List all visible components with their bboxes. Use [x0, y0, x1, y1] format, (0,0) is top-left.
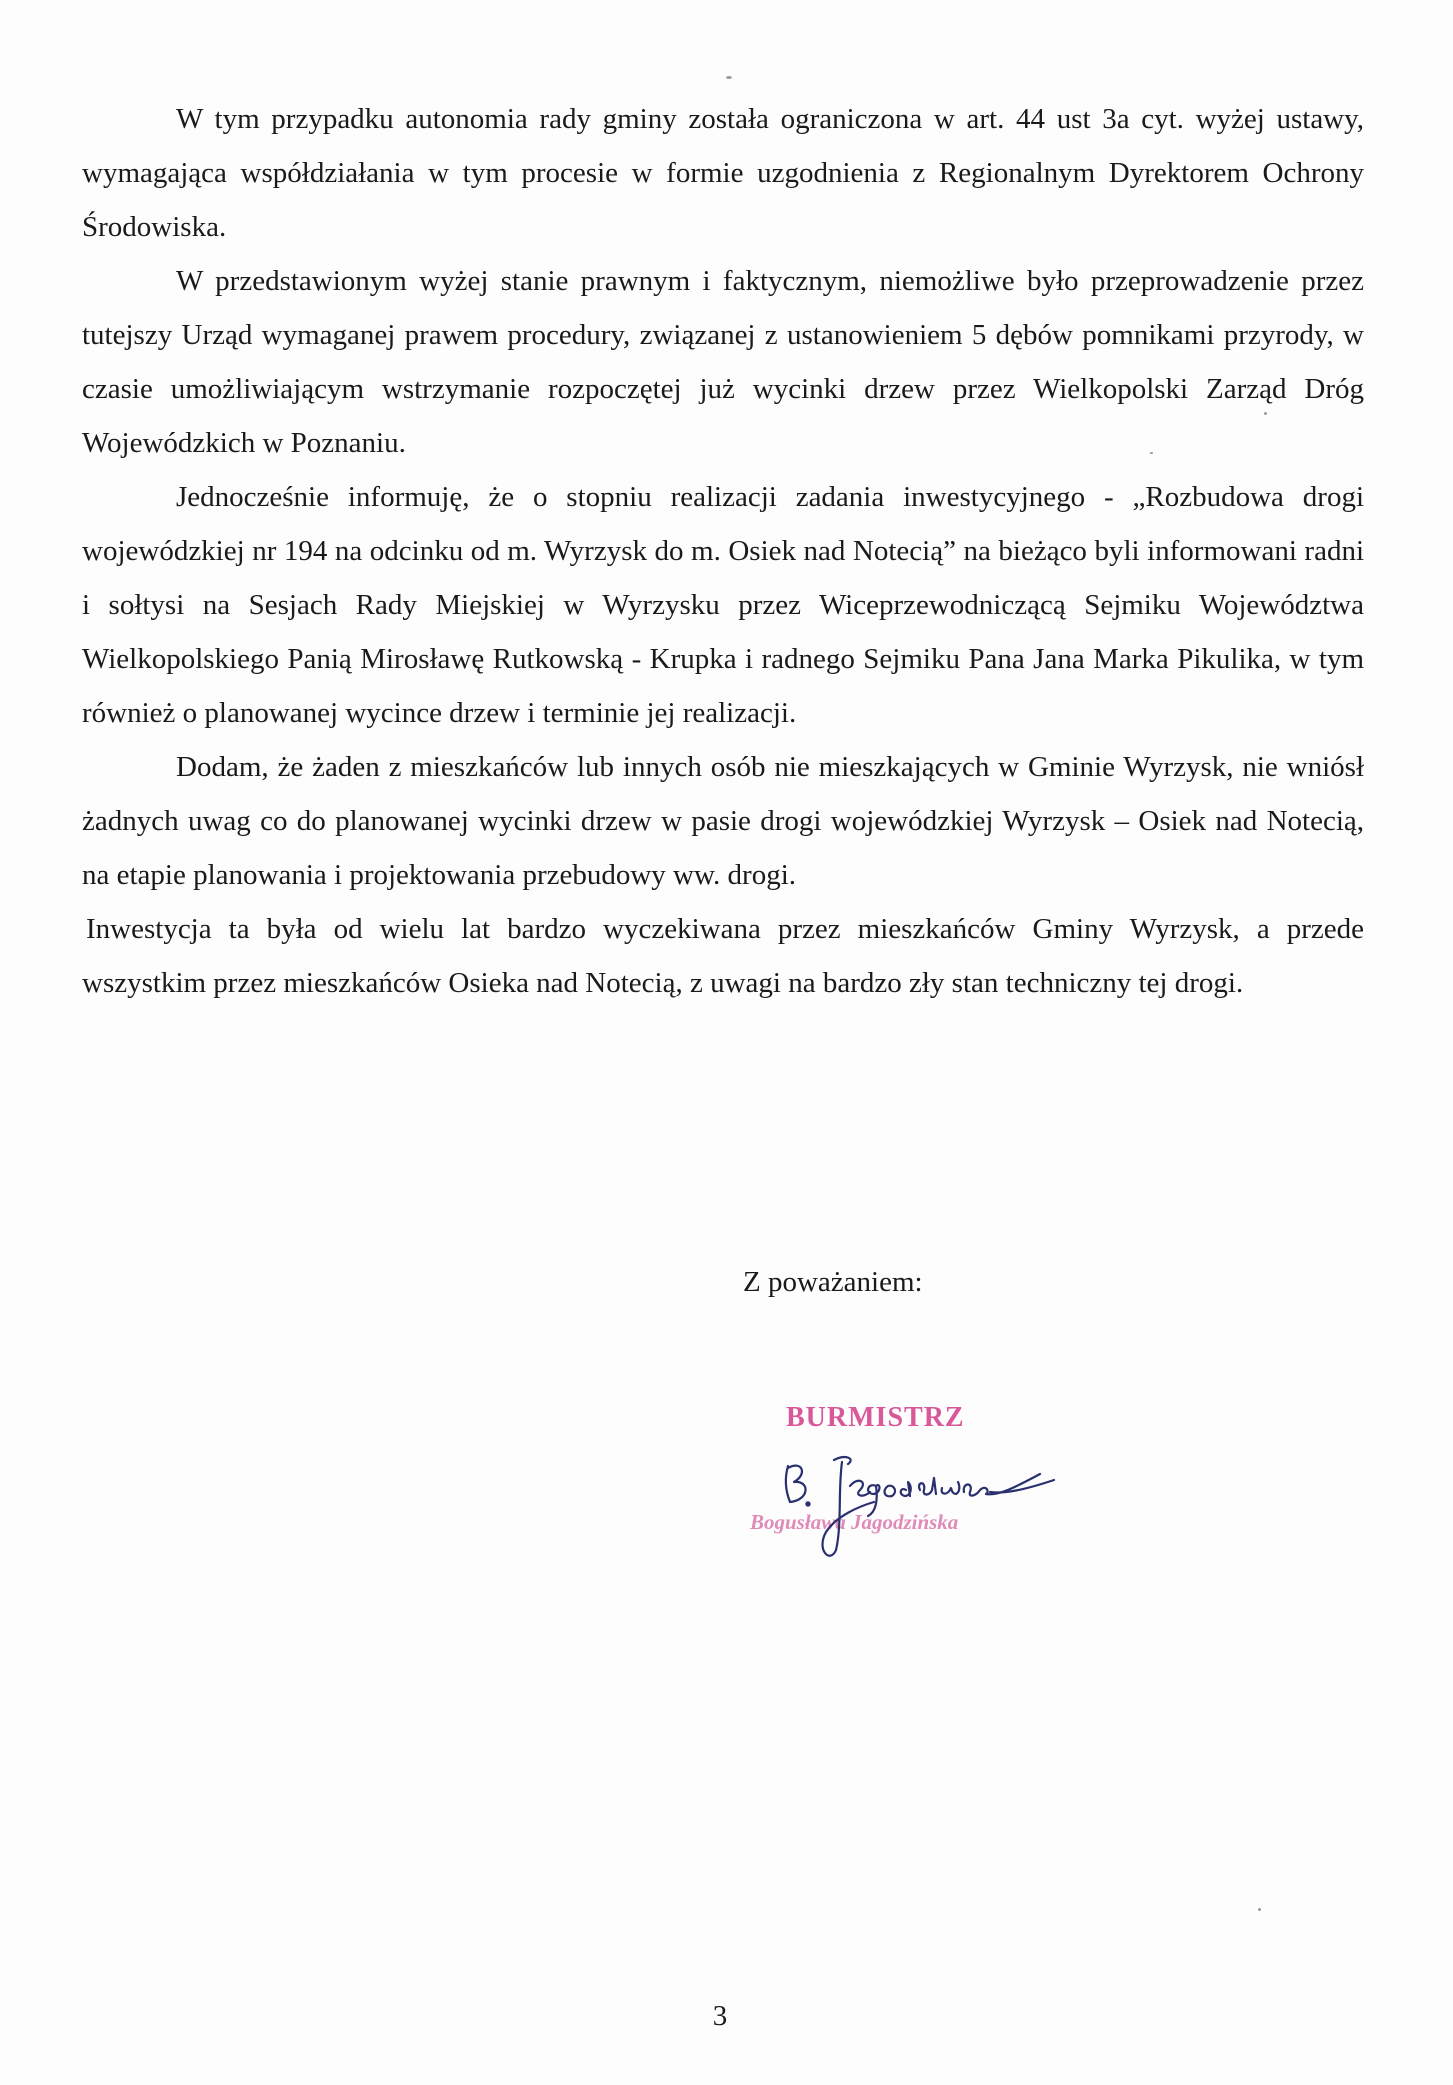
handwritten-signature: [764, 1446, 1064, 1561]
paragraph-uwagi: Dodam, że żaden z mieszkańców lub innych osób nie mieszkających w Gminie Wyrzysk, nie wniósł żadnych uwag co do planowanej wycinki drzew w pasie drogi wojewódzkiej Wyrzysk – Osiek nad Notecią, na etapie planowania i projektowania przebudowy ww. drogi.: [82, 751, 1364, 891]
closing-salutation: Z poważaniem:: [743, 1266, 923, 1298]
stamp-name: Bogusława Jagodzińska: [750, 1510, 959, 1534]
letter-body: [82, 92, 1364, 1010]
paragraph-stan-prawny: W przedstawionym wyżej stanie prawnym i faktycznym, niemożliwe było przeprowadzenie przez tutejszy Urząd wymaganej prawem procedury, związanej z ustanowieniem 5 dębów pomnikami przyrody, w czasie umożliwiającym wstrzymanie rozpoczętej już wycinki drzew przez Wielkopolski Zarząd Dróg Wojewódzkich w Poznaniu.: [82, 265, 1364, 459]
scan-speck: [1150, 452, 1153, 454]
page-number: 3: [712, 2000, 728, 2032]
scan-speck: [1258, 1908, 1261, 1911]
mayor-stamp: [744, 1402, 1064, 1562]
paragraph-informacja: Jednocześnie informuję, że o stopniu realizacji zadania inwestycyjnego - „Rozbudowa drogi wojewódzkiej nr 194 na odcinku od m. Wyrzysk do m. Osiek nad Notecią” na bieżąco byli informowani radni i sołtysi na Sesjach Rady Miejskiej w Wyrzysku przez Wiceprzewodniczącą Sejmiku Województwa Wielkopolskiego Panią Mirosławę Rutkowską - Krupka i radnego Sejmiku Pana Jana Marka Pikulika, w tym również o planowanej wycince drzew i terminie jej realizacji.: [82, 481, 1364, 729]
scan-speck: [1264, 412, 1267, 415]
stamp-title: BURMISTRZ: [786, 1402, 965, 1433]
paragraph-inwestycja: Inwestycja ta była od wielu lat bardzo wyczekiwana przez mieszkańców Gminy Wyrzysk, a przede wszystkim przez mieszkańców Osieka nad Notecią, z uwagi na bardzo zły stan techniczny tej drogi.: [82, 913, 1364, 999]
scan-speck: [726, 76, 732, 79]
paragraph-autonomia: W tym przypadku autonomia rady gminy została ograniczona w art. 44 ust 3a cyt. wyżej ustawy, wymagająca współdziałania w tym procesie w formie uzgodnienia z Regionalnym Dyrektorem Ochrony Środowiska.: [82, 103, 1364, 243]
